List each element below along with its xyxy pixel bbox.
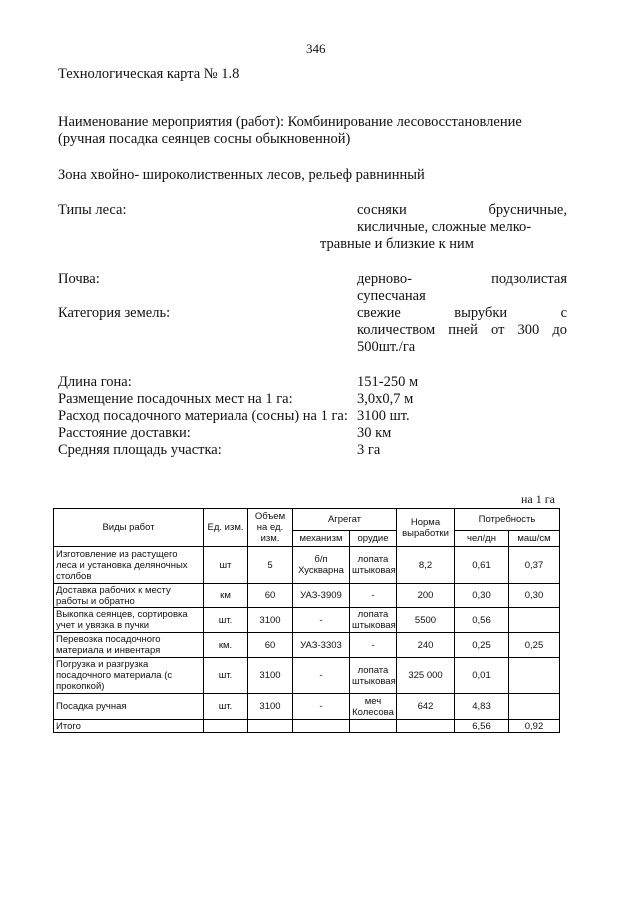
table-row: [54, 547, 560, 584]
cell-norm: 240: [397, 633, 455, 658]
cell-mechanism: -: [293, 694, 350, 720]
cell-mechanism: б/п Хускварна: [293, 547, 350, 584]
header-volume: Объем на ед. изм.: [248, 509, 293, 547]
zone-text: Зона хвойно- широколиственных лесов, рельеф равнинный: [58, 167, 425, 183]
header-work-types: Виды работ: [54, 509, 204, 547]
cell-mechanism: -: [293, 608, 350, 633]
cell-man-days: 0,30: [455, 584, 509, 608]
forest-types-line3: травные и близкие к ним: [320, 236, 474, 252]
cell-tool: лопата штыковая: [350, 658, 397, 694]
forest-types-line1: сосняки брусничные,: [357, 202, 567, 218]
cell-norm: 642: [397, 694, 455, 720]
cell-machine-shifts: 0,30: [509, 584, 560, 608]
soil-line1: дерново- подзолистая: [357, 271, 567, 287]
cell-unit: км: [204, 584, 248, 608]
forest-types-label: Типы леса:: [58, 202, 127, 218]
event-name-line2: (ручная посадка сеянцев сосны обыкновенной): [58, 131, 351, 147]
total-label: Итого: [54, 720, 204, 733]
empty-cell: [350, 720, 397, 733]
param-label: Расход посадочного материала (сосны) на 1 га:: [58, 408, 348, 424]
cell-volume: 3100: [248, 608, 293, 633]
cell-work: Посадка ручная: [54, 694, 204, 720]
soil-label: Почва:: [58, 271, 100, 287]
empty-cell: [248, 720, 293, 733]
cell-volume: 3100: [248, 658, 293, 694]
land-category-line2: количеством пней от 300 до: [357, 322, 567, 338]
param-value: 30 км: [357, 425, 392, 441]
cell-machine-shifts: [509, 694, 560, 720]
header-aggregate: Агрегат: [293, 509, 397, 531]
cell-unit: шт.: [204, 608, 248, 633]
cell-mechanism: УАЗ-3303: [293, 633, 350, 658]
header-mechanism: механизм: [293, 531, 350, 547]
param-label: Средняя площадь участка:: [58, 442, 222, 458]
cell-man-days: 0,01: [455, 658, 509, 694]
cell-tool: лопата штыковая: [350, 608, 397, 633]
table-row: [54, 633, 560, 658]
cell-machine-shifts: [509, 658, 560, 694]
cell-norm: 200: [397, 584, 455, 608]
cell-norm: 8,2: [397, 547, 455, 584]
tech-map-table: [53, 508, 560, 733]
cell-man-days: 4,83: [455, 694, 509, 720]
header-tool: орудие: [350, 531, 397, 547]
cell-work: Изготовление из растущего леса и установка деляночных столбов: [54, 547, 204, 584]
header-norm: Норма выработки: [397, 509, 455, 547]
cell-tool: лопата штыковая: [350, 547, 397, 584]
cell-volume: 3100: [248, 694, 293, 720]
cell-machine-shifts: [509, 608, 560, 633]
land-category-line1: свежие вырубки с: [357, 305, 567, 321]
param-label: Размещение посадочных мест на 1 га:: [58, 391, 293, 407]
total-machine-shifts: 0,92: [509, 720, 560, 733]
cell-work: Перевозка посадочного материала и инвентаря: [54, 633, 204, 658]
page-number: 346: [306, 41, 326, 56]
table-total-row: [54, 720, 560, 733]
document-title: Технологическая карта № 1.8: [58, 66, 240, 82]
cell-unit: шт: [204, 547, 248, 584]
cell-work: Доставка рабочих к месту работы и обратно: [54, 584, 204, 608]
cell-unit: шт.: [204, 694, 248, 720]
cell-volume: 5: [248, 547, 293, 584]
event-name-line1: Наименование мероприятия (работ): Комбинирование лесовосстановление: [58, 114, 522, 130]
cell-tool: -: [350, 584, 397, 608]
cell-volume: 60: [248, 584, 293, 608]
header-unit: Ед. изм.: [204, 509, 248, 547]
cell-norm: 5500: [397, 608, 455, 633]
table-row: [54, 608, 560, 633]
cell-unit: км.: [204, 633, 248, 658]
param-label: Длина гона:: [58, 374, 132, 390]
param-value: 3,0х0,7 м: [357, 391, 414, 407]
cell-mechanism: УАЗ-3909: [293, 584, 350, 608]
cell-man-days: 0,61: [455, 547, 509, 584]
table-row: [54, 584, 560, 608]
cell-work: Погрузка и разгрузка посадочного материала (с прокопкой): [54, 658, 204, 694]
header-machine-shifts: маш/см: [509, 531, 560, 547]
soil-line2: супесчаная: [357, 288, 426, 304]
cell-tool: -: [350, 633, 397, 658]
land-category-label: Категория земель:: [58, 305, 171, 321]
empty-cell: [293, 720, 350, 733]
cell-work: Выкопка сеянцев, сортировка учет и увязка в пучки: [54, 608, 204, 633]
cell-volume: 60: [248, 633, 293, 658]
param-value: 3100 шт.: [357, 408, 410, 424]
cell-mechanism: -: [293, 658, 350, 694]
cell-norm: 325 000: [397, 658, 455, 694]
forest-types-line2: кисличные, сложные мелко-: [357, 219, 532, 235]
cell-machine-shifts: 0,37: [509, 547, 560, 584]
cell-tool: меч Колесова: [350, 694, 397, 720]
land-category-line3: 500шт./га: [357, 339, 416, 355]
empty-cell: [397, 720, 455, 733]
cell-machine-shifts: 0,25: [509, 633, 560, 658]
param-value: 151-250 м: [357, 374, 419, 390]
cell-unit: шт.: [204, 658, 248, 694]
param-label: Расстояние доставки:: [58, 425, 191, 441]
param-value: 3 га: [357, 442, 381, 458]
total-man-days: 6,56: [455, 720, 509, 733]
table-row: [54, 658, 560, 694]
cell-man-days: 0,56: [455, 608, 509, 633]
empty-cell: [204, 720, 248, 733]
cell-man-days: 0,25: [455, 633, 509, 658]
per-unit-note: на 1 га: [521, 492, 555, 506]
header-need: Потребность: [455, 509, 560, 531]
table-row: [54, 694, 560, 720]
header-man-days: чел/дн: [455, 531, 509, 547]
